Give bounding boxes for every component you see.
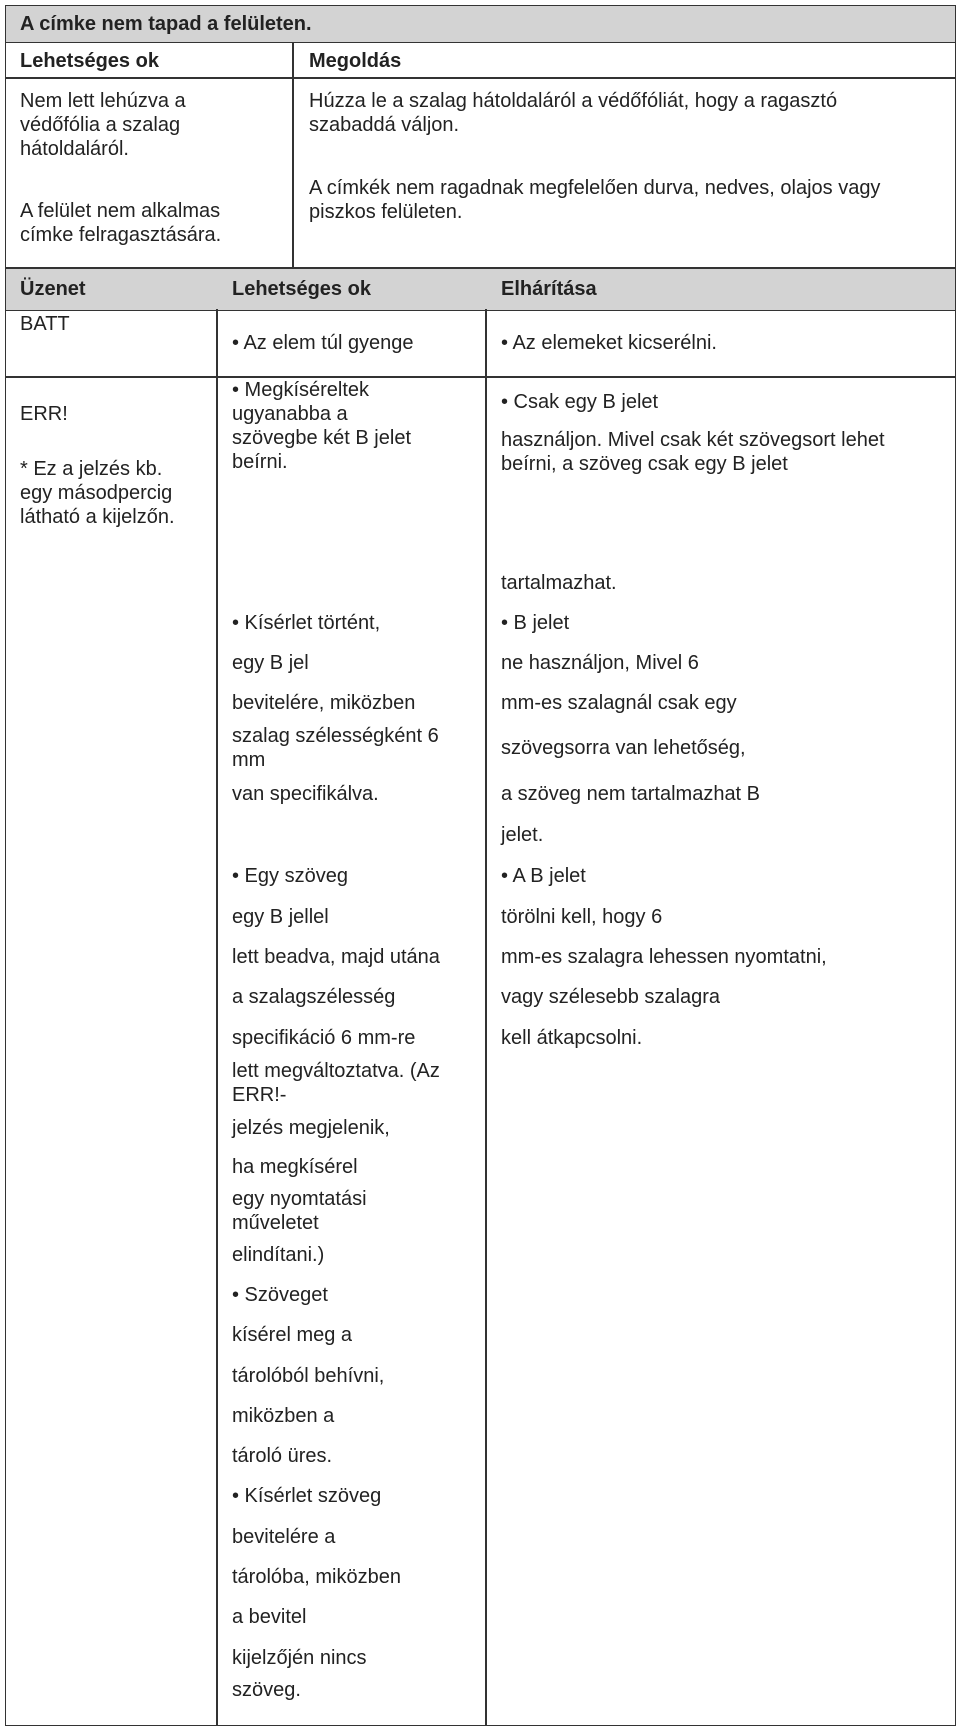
message-code: BATT xyxy=(20,313,70,335)
cause-line: tároló üres. xyxy=(232,1445,333,1467)
note-line: egy másodpercig xyxy=(20,482,173,504)
table-header-row xyxy=(6,268,955,311)
cause-line: van specifikálva. xyxy=(232,783,379,805)
fix-line: szövegsorra van lehetőség, xyxy=(501,737,746,759)
cause-line: • Egy szöveg xyxy=(232,865,348,887)
col-header-cause: Lehetséges ok xyxy=(232,278,371,300)
cause-line: mm xyxy=(232,749,266,771)
cause-line: beírni. xyxy=(232,451,288,473)
cause-line: lett megváltoztatva. (Az xyxy=(232,1060,440,1082)
solution-line: szabaddá váljon. xyxy=(309,114,460,136)
cause-line: védőfólia a szalag xyxy=(20,114,181,136)
cause-line: kijelzőjén nincs xyxy=(232,1647,367,1669)
cause-line: a bevitel xyxy=(232,1606,307,1628)
fix-line: törölni kell, hogy 6 xyxy=(501,906,663,928)
fix-line: mm-es szalagnál csak egy xyxy=(501,692,737,714)
cause-line: címke felragasztására. xyxy=(20,224,222,246)
fix-line: • B jelet xyxy=(501,612,570,634)
fix-line: kell átkapcsolni. xyxy=(501,1027,643,1049)
fix-line: • A B jelet xyxy=(501,865,586,887)
fix-line: • Az elemeket kicserélni. xyxy=(501,332,717,354)
fix-line: tartalmazhat. xyxy=(501,572,617,594)
cause-line: szöveg. xyxy=(232,1679,301,1701)
cause-line: egy nyomtatási xyxy=(232,1188,367,1210)
cause-line: tárolóba, miközben xyxy=(232,1566,401,1588)
cause-line: • Kísérlet történt, xyxy=(232,612,381,634)
cause-line: jelzés megjelenik, xyxy=(232,1117,390,1139)
fix-line: a szöveg nem tartalmazhat B xyxy=(501,783,761,805)
cause-line: tárolóból behívni, xyxy=(232,1365,385,1387)
cause-line: • Kísérlet szöveg xyxy=(232,1485,382,1507)
solution-line: Húzza le a szalag hátoldaláról a védőfóliát, hogy a ragasztó xyxy=(309,90,838,112)
cause-line: miközben a xyxy=(232,1405,335,1427)
fix-line: használjon. Mivel csak két szövegsort lehet xyxy=(501,429,885,451)
column-divider xyxy=(485,309,487,1725)
cause-line: műveletet xyxy=(232,1212,319,1234)
fix-line: mm-es szalagra lehessen nyomtatni, xyxy=(501,946,827,968)
cause-line: hátoldaláról. xyxy=(20,138,129,160)
cause-line: Nem lett lehúzva a xyxy=(20,90,186,112)
column-divider xyxy=(292,42,294,267)
cause-line: szövegbe két B jelet xyxy=(232,427,411,449)
cause-line: lett beadva, majd utána xyxy=(232,946,440,968)
fix-line: vagy szélesebb szalagra xyxy=(501,986,721,1008)
solution-line: A címkék nem ragadnak megfelelően durva, nedves, olajos vagy xyxy=(309,177,881,199)
message-code: ERR! xyxy=(20,403,68,425)
cause-line: egy B jellel xyxy=(232,906,329,928)
col-header-message: Üzenet xyxy=(20,278,86,300)
divider xyxy=(6,77,955,79)
col-header-cause: Lehetséges ok xyxy=(20,50,159,72)
cause-line: egy B jel xyxy=(232,652,309,674)
cause-line: • Az elem túl gyenge xyxy=(232,332,414,354)
note-line: * Ez a jelzés kb. xyxy=(20,458,163,480)
cause-line: • Megkíséreltek xyxy=(232,379,370,401)
col-header-fix: Elhárítása xyxy=(501,278,597,300)
solution-line: piszkos felületen. xyxy=(309,201,463,223)
cause-line: A felület nem alkalmas xyxy=(20,200,221,222)
troubleshoot-table-adhesion xyxy=(5,5,956,268)
cause-line: • Szöveget xyxy=(232,1284,328,1306)
table-title: A címke nem tapad a felületen. xyxy=(20,13,312,35)
cause-line: specifikáció 6 mm-re xyxy=(232,1027,416,1049)
cause-line: ha megkísérel xyxy=(232,1156,358,1178)
cause-line: ERR!- xyxy=(232,1084,287,1106)
cause-line: a szalagszélesség xyxy=(232,986,396,1008)
cause-line: szalag szélességként 6 xyxy=(232,725,439,747)
troubleshoot-table-messages xyxy=(5,268,956,1726)
col-header-solution: Megoldás xyxy=(309,50,402,72)
table-title-row xyxy=(6,6,955,43)
column-divider xyxy=(216,309,218,1725)
fix-line: ne használjon, Mivel 6 xyxy=(501,652,699,674)
fix-line: • Csak egy B jelet xyxy=(501,391,659,413)
cause-line: kísérel meg a xyxy=(232,1324,353,1346)
fix-line: jelet. xyxy=(501,824,544,846)
fix-line: beírni, a szöveg csak egy B jelet xyxy=(501,453,788,475)
cause-line: bevitelére a xyxy=(232,1526,336,1548)
note-line: látható a kijelzőn. xyxy=(20,506,175,528)
row-divider xyxy=(6,376,955,378)
cause-line: ugyanabba a xyxy=(232,403,348,425)
cause-line: bevitelére, miközben xyxy=(232,692,416,714)
cause-line: elindítani.) xyxy=(232,1244,325,1266)
